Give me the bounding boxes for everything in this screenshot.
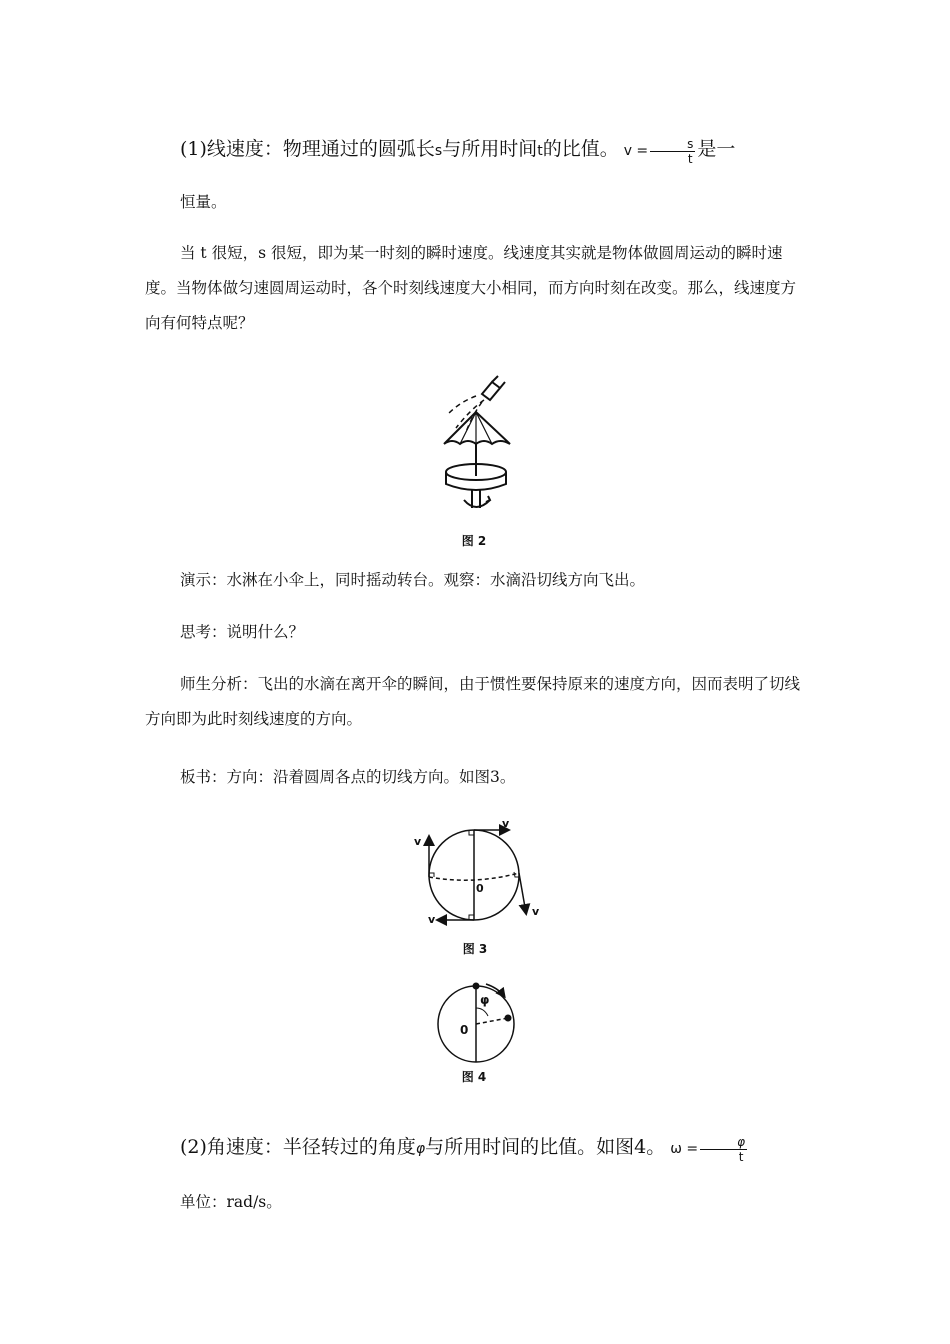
p3-text: 当 t 很短，s 很短，即为某一时刻的瞬时速度。线速度其实就是物体做圆周运动的瞬时速度。当物体做匀速圆周运动时，各个时刻线速度大小相同，而方向时刻在改变。那么，线速度方向有何特点呢？: [145, 244, 797, 332]
p1-var-t: t: [537, 143, 543, 159]
figure-3-caption: 图 3: [462, 942, 488, 956]
p1-lead: (1)线速度：物理通过的圆弧长: [180, 138, 435, 160]
fraction-denominator: t: [687, 151, 693, 166]
fig4-center-label: 0: [460, 1023, 469, 1037]
umbrella-turntable-figure: [430, 372, 520, 522]
figure-4-caption: 图 4: [461, 1070, 487, 1084]
phi-label: φ: [480, 993, 490, 1007]
end-point: [505, 1015, 512, 1022]
omega-lhs: ω =: [670, 1141, 699, 1157]
p7-text: 板书：方向：沿着圆周各点的切线方向。如图3。: [180, 768, 516, 786]
start-point: [473, 983, 480, 990]
p5-text: 思考：说明什么？: [180, 623, 305, 641]
formula-fraction: [650, 137, 695, 166]
p1-mid2: 的比值。: [542, 138, 619, 160]
p1-tail: 是一: [697, 138, 736, 160]
p8-lead: (2)角速度：半径转过的角度: [180, 1136, 416, 1158]
p8-mid: 与所用时间的比值。如图4。: [425, 1136, 666, 1158]
p1-mid1: 与所用时间: [442, 138, 538, 160]
formula-lhs: v =: [623, 143, 649, 159]
omega-denominator: t: [738, 1149, 744, 1164]
fraction-numerator: s: [650, 137, 695, 152]
omega-numerator: φ: [700, 1135, 747, 1150]
p2-text: 恒量。: [180, 193, 227, 211]
linear-velocity-definition: [145, 132, 805, 169]
p6-text: 师生分析：飞出的水滴在离开伞的瞬间，由于惯性要保持原来的速度方向，因而表明了切线方向即为此时刻线速度的方向。: [145, 675, 801, 728]
v-label-top: v: [502, 817, 510, 830]
figure-2-caption: 图 2: [461, 534, 487, 548]
v-label-bottom: v: [428, 913, 436, 926]
p1-var-s: s: [434, 143, 443, 159]
fig3-center-label: 0: [476, 882, 484, 895]
p9-text: 单位：rad/s。: [180, 1193, 282, 1211]
umbrella-canopy: [444, 412, 510, 444]
p8-var-phi: φ: [415, 1141, 426, 1157]
angular-velocity-definition: [145, 1130, 805, 1167]
hose-nozzle: [482, 382, 500, 400]
tangent-velocity-figure: [400, 815, 550, 935]
p4-text: 演示：水淋在小伞上，同时摇动转台。观察：水滴沿切线方向飞出。: [180, 571, 646, 589]
v-label-right: v: [532, 905, 540, 918]
omega-fraction: [700, 1135, 747, 1164]
v-label-left: v: [414, 835, 422, 848]
angular-velocity-figure: [430, 978, 530, 1063]
